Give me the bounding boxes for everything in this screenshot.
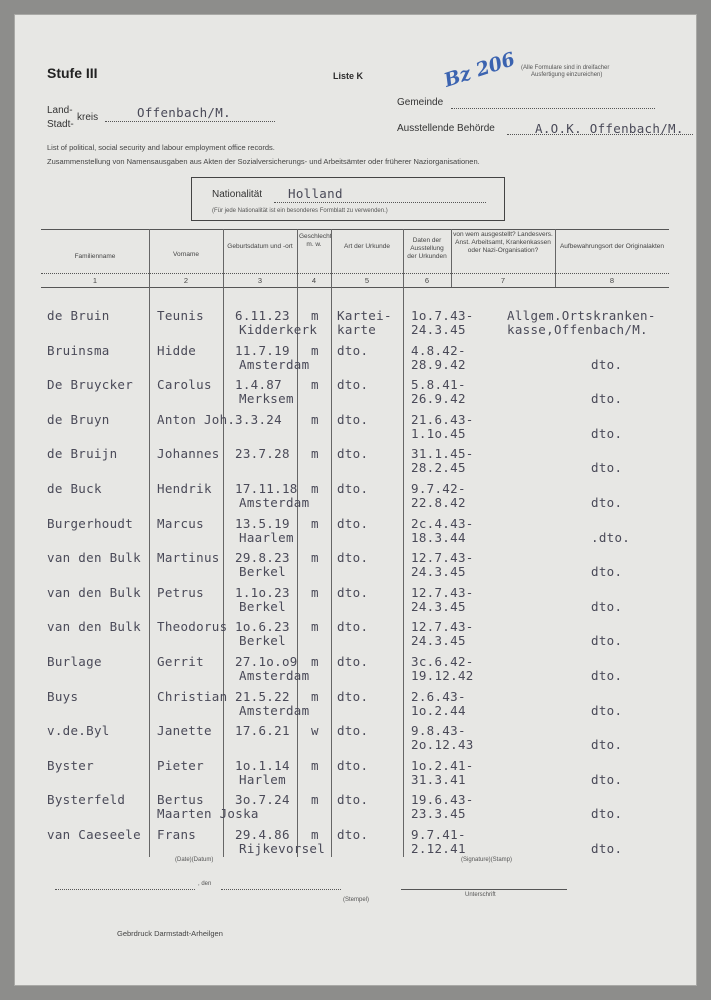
row-10-place: Berkel xyxy=(239,633,286,649)
nationality-note: (Für jede Nationalität ist ein besonderes Formblatt zu verwenden.) xyxy=(212,208,388,214)
column-rule xyxy=(223,229,224,857)
description-en: List of political, social security and labour employment office records. xyxy=(47,143,275,152)
row-7-place: Haarlem xyxy=(239,529,294,545)
row-14-d1: 1o.2.41- xyxy=(411,757,474,773)
column-header-3: Geburtsdatum und -ort xyxy=(227,243,293,250)
row-12-birth: 21.5.22 xyxy=(235,688,290,704)
row-9-first: Petrus xyxy=(157,584,204,600)
row-2-sex: m xyxy=(311,342,319,358)
row-16-issuer2: dto. xyxy=(591,841,623,856)
row-1-sex: m xyxy=(311,308,319,323)
row-13-d1: 9.8.43- xyxy=(411,723,466,739)
nationality-value: Holland xyxy=(288,186,343,201)
stadt-label: Stadt- xyxy=(47,119,74,130)
row-8-surname: van den Bulk xyxy=(47,550,141,566)
column-header-7: von wem ausgestellt? Landesvers. Anst. Arbeitsamt, Krankenkassen oder Nazi-Organisation? xyxy=(453,231,553,254)
row-4-surname: de Bruyn xyxy=(47,411,110,427)
table-number-rule xyxy=(41,287,669,288)
row-12-issuer2: dto. xyxy=(591,702,623,718)
row-16-doc: dto. xyxy=(337,827,369,842)
row-1-issuer: Allgem.Ortskranken- xyxy=(507,308,656,323)
column-header-6: Daten der Ausstellung der Urkunden xyxy=(407,237,447,260)
row-12-place: Amsterdam xyxy=(239,702,310,718)
row-10-sex: m xyxy=(311,619,319,635)
date-value-line xyxy=(221,889,341,890)
row-7-surname: Burgerhoudt xyxy=(47,515,134,531)
kreis-value: Offenbach/M. xyxy=(137,105,231,120)
row-10-issuer2: dto. xyxy=(591,633,623,649)
behoerde-line xyxy=(507,134,693,135)
unterschrift-label: Unterschrift xyxy=(465,892,496,898)
row-1-surname: de Bruin xyxy=(47,308,110,323)
row-5-d1: 31.1.45- xyxy=(411,446,474,462)
row-7-birth: 13.5.19 xyxy=(235,515,290,531)
row-16-d1: 9.7.41- xyxy=(411,827,466,842)
row-3-d1: 5.8.41- xyxy=(411,377,466,393)
row-3-issuer2: dto. xyxy=(591,391,623,407)
column-header-2: Vorname xyxy=(172,251,200,258)
row-5-surname: de Bruijn xyxy=(47,446,118,462)
row-13-sex: w xyxy=(311,723,319,739)
row-1-d1: 1o.7.43- xyxy=(411,308,474,323)
column-number-1: 1 xyxy=(92,276,98,285)
row-11-surname: Burlage xyxy=(47,654,102,669)
row-5-first: Johannes xyxy=(157,446,220,462)
row-2-first: Hidde xyxy=(157,342,197,358)
row-9-sex: m xyxy=(311,584,319,600)
row-11-issuer2: dto. xyxy=(591,668,623,683)
column-header-5: Art der Urkunde xyxy=(344,243,390,250)
row-5-sex: m xyxy=(311,446,319,462)
row-7-issuer2: .dto. xyxy=(591,529,631,545)
row-6-doc: dto. xyxy=(337,481,369,496)
row-2-issuer2: dto. xyxy=(591,356,623,372)
row-4-birth: 3.3.24 xyxy=(235,411,282,427)
row-12-doc: dto. xyxy=(337,688,369,704)
row-1-doc2: karte xyxy=(337,322,377,337)
row-12-d1: 2.6.43- xyxy=(411,688,466,704)
row-15-surname: Bysterfeld xyxy=(47,792,126,808)
row-15-first2: Maarten Joska xyxy=(157,806,259,822)
row-6-place: Amsterdam xyxy=(239,495,310,510)
row-2-place: Amsterdam xyxy=(239,356,310,372)
row-6-surname: de Buck xyxy=(47,481,102,496)
row-15-first: Bertus xyxy=(157,792,204,808)
kreis-label: kreis xyxy=(77,112,99,123)
row-5-issuer2: dto. xyxy=(591,460,623,476)
row-13-d2: 2o.12.43 xyxy=(411,737,474,753)
gemeinde-line xyxy=(451,108,655,109)
column-number-5: 5 xyxy=(364,276,370,285)
note-line-2: Ausfertigung einzureichen) xyxy=(531,72,603,78)
row-9-issuer2: dto. xyxy=(591,598,623,614)
row-4-doc: dto. xyxy=(337,411,369,427)
row-13-issuer2: dto. xyxy=(591,737,623,753)
row-11-sex: m xyxy=(311,654,319,669)
column-header-4: Geschlecht m. w. xyxy=(299,233,332,248)
row-4-sex: m xyxy=(311,411,319,427)
column-number-4: 4 xyxy=(311,276,317,285)
row-1-birth: 6.11.23 xyxy=(235,308,290,323)
row-7-sex: m xyxy=(311,515,319,531)
row-4-d1: 21.6.43- xyxy=(411,411,474,427)
row-13-first: Janette xyxy=(157,723,212,739)
row-15-doc: dto. xyxy=(337,792,369,808)
row-11-place: Amsterdam xyxy=(239,668,310,683)
row-8-doc: dto. xyxy=(337,550,369,566)
row-15-d2: 23.3.45 xyxy=(411,806,466,822)
column-number-7: 7 xyxy=(500,276,506,285)
row-3-surname: De Bruycker xyxy=(47,377,134,393)
row-1-doc: Kartei- xyxy=(337,308,392,323)
column-rule xyxy=(403,229,404,857)
nationality-box xyxy=(191,177,505,221)
row-7-d1: 2c.4.43- xyxy=(411,515,474,531)
row-9-doc: dto. xyxy=(337,584,369,600)
row-11-d2: 19.12.42 xyxy=(411,668,474,683)
row-11-birth: 27.1o.o9 xyxy=(235,654,298,669)
form-title: Stufe III xyxy=(47,65,98,81)
stempel-label: (Stempel) xyxy=(343,897,370,903)
table-header-rule xyxy=(41,273,669,274)
row-14-surname: Byster xyxy=(47,757,94,773)
row-14-birth: 1o.1.14 xyxy=(235,757,290,773)
row-12-first: Christian xyxy=(157,688,228,704)
row-14-issuer2: dto. xyxy=(591,771,623,787)
row-9-birth: 1.1o.23 xyxy=(235,584,290,600)
column-header-8: Aufbewahrungsort der Originalakten xyxy=(559,243,665,250)
row-14-place: Harlem xyxy=(239,771,286,787)
row-8-sex: m xyxy=(311,550,319,566)
nationality-label: Nationalität xyxy=(212,189,263,200)
row-6-sex: m xyxy=(311,481,319,496)
row-4-d2: 1.1o.45 xyxy=(411,425,466,441)
row-5-d2: 28.2.45 xyxy=(411,460,466,476)
row-2-d1: 4.8.42- xyxy=(411,342,466,358)
land-label: Land- xyxy=(47,105,73,116)
row-4-issuer2: dto. xyxy=(591,425,623,441)
row-12-d2: 1o.2.44 xyxy=(411,702,466,718)
column-number-8: 8 xyxy=(609,276,615,285)
list-label: Liste K xyxy=(333,71,364,81)
row-3-birth: 1.4.87 xyxy=(235,377,282,393)
row-9-d1: 12.7.43- xyxy=(411,584,474,600)
row-12-sex: m xyxy=(311,688,319,704)
behoerde-label: Ausstellende Behörde xyxy=(397,123,495,134)
row-6-first: Hendrik xyxy=(157,481,212,496)
row-16-first: Frans xyxy=(157,827,197,842)
row-3-d2: 26.9.42 xyxy=(411,391,466,407)
column-header-1: Familienname xyxy=(74,253,116,260)
row-13-birth: 17.6.21 xyxy=(235,723,290,739)
row-1-d2: 24.3.45 xyxy=(411,322,466,337)
column-rule xyxy=(451,229,452,287)
row-15-d1: 19.6.43- xyxy=(411,792,474,808)
row-16-place: Rijkevorsel xyxy=(239,841,326,856)
printer-imprint: Gebrdruck Darmstadt-Arheilgen xyxy=(117,929,223,938)
row-3-doc: dto. xyxy=(337,377,369,393)
row-16-sex: m xyxy=(311,827,319,842)
column-number-6: 6 xyxy=(424,276,430,285)
row-8-birth: 29.8.23 xyxy=(235,550,290,566)
row-4-first: Anton Joh. xyxy=(157,411,236,427)
footer-signature-label: (Signature)(Stamp) xyxy=(461,857,513,863)
row-2-doc: dto. xyxy=(337,342,369,358)
row-16-birth: 29.4.86 xyxy=(235,827,290,842)
row-3-sex: m xyxy=(311,377,319,393)
row-15-birth: 3o.7.24 xyxy=(235,792,290,808)
row-1-place: Kidderkerk xyxy=(239,322,318,337)
row-10-doc: dto. xyxy=(337,619,369,635)
row-6-issuer2: dto. xyxy=(591,495,623,510)
behoerde-value: A.O.K. Offenbach/M. xyxy=(535,121,684,136)
row-2-birth: 11.7.19 xyxy=(235,342,290,358)
row-6-birth: 17.11.18 xyxy=(235,481,298,496)
row-15-issuer2: dto. xyxy=(591,806,623,822)
gemeinde-label: Gemeinde xyxy=(397,97,444,108)
den-label: , den xyxy=(198,881,212,887)
row-10-birth: 1o.6.23 xyxy=(235,619,290,635)
row-13-doc: dto. xyxy=(337,723,369,739)
row-14-d2: 31.3.41 xyxy=(411,771,466,787)
row-14-doc: dto. xyxy=(337,757,369,773)
column-rule xyxy=(555,229,556,287)
footer-date-label: (Date)(Datum) xyxy=(175,857,214,863)
row-5-doc: dto. xyxy=(337,446,369,462)
row-2-surname: Bruinsma xyxy=(47,342,110,358)
handwritten-number: Bz 206 xyxy=(441,48,518,92)
row-8-issuer2: dto. xyxy=(591,564,623,580)
row-5-birth: 23.7.28 xyxy=(235,446,290,462)
table-top-rule xyxy=(41,229,669,230)
row-10-d2: 24.3.45 xyxy=(411,633,466,649)
row-10-surname: van den Bulk xyxy=(47,619,141,635)
row-14-sex: m xyxy=(311,757,319,773)
row-6-d1: 9.7.42- xyxy=(411,481,466,496)
description-de: Zusammenstellung von Namensausgaben aus Akten der Sozialversicherungs- und Arbeitsämter oder früherer Naziorganisationen. xyxy=(47,157,480,166)
row-9-d2: 24.3.45 xyxy=(411,598,466,614)
row-8-d1: 12.7.43- xyxy=(411,550,474,566)
row-1-first: Teunis xyxy=(157,308,204,323)
row-16-d2: 2.12.41 xyxy=(411,841,466,856)
kreis-line xyxy=(105,121,275,122)
row-13-surname: v.de.Byl xyxy=(47,723,110,739)
column-rule xyxy=(331,229,332,857)
row-10-d1: 12.7.43- xyxy=(411,619,474,635)
row-8-first: Martinus xyxy=(157,550,220,566)
nationality-line xyxy=(274,202,486,203)
date-line xyxy=(55,889,195,890)
row-14-first: Pieter xyxy=(157,757,204,773)
document-sheet xyxy=(14,14,697,986)
row-16-surname: van Caeseele xyxy=(47,827,141,842)
column-number-2: 2 xyxy=(183,276,189,285)
row-11-doc: dto. xyxy=(337,654,369,669)
row-11-first: Gerrit xyxy=(157,654,204,669)
row-9-surname: van den Bulk xyxy=(47,584,141,600)
row-10-first: Theodorus xyxy=(157,619,228,635)
row-2-d2: 28.9.42 xyxy=(411,356,466,372)
row-11-d1: 3c.6.42- xyxy=(411,654,474,669)
row-1-issuer2: kasse,Offenbach/M. xyxy=(507,322,648,337)
row-7-d2: 18.3.44 xyxy=(411,529,466,545)
note-line-1: (Alle Formulare sind in dreifacher xyxy=(521,65,610,71)
column-rule xyxy=(149,229,150,857)
row-3-place: Merksem xyxy=(239,391,294,407)
row-3-first: Carolus xyxy=(157,377,212,393)
row-15-sex: m xyxy=(311,792,319,808)
column-number-3: 3 xyxy=(257,276,263,285)
row-12-surname: Buys xyxy=(47,688,79,704)
row-7-doc: dto. xyxy=(337,515,369,531)
row-8-place: Berkel xyxy=(239,564,286,580)
signature-line xyxy=(401,889,567,890)
row-9-place: Berkel xyxy=(239,598,286,614)
row-6-d2: 22.8.42 xyxy=(411,495,466,510)
row-8-d2: 24.3.45 xyxy=(411,564,466,580)
row-7-first: Marcus xyxy=(157,515,204,531)
